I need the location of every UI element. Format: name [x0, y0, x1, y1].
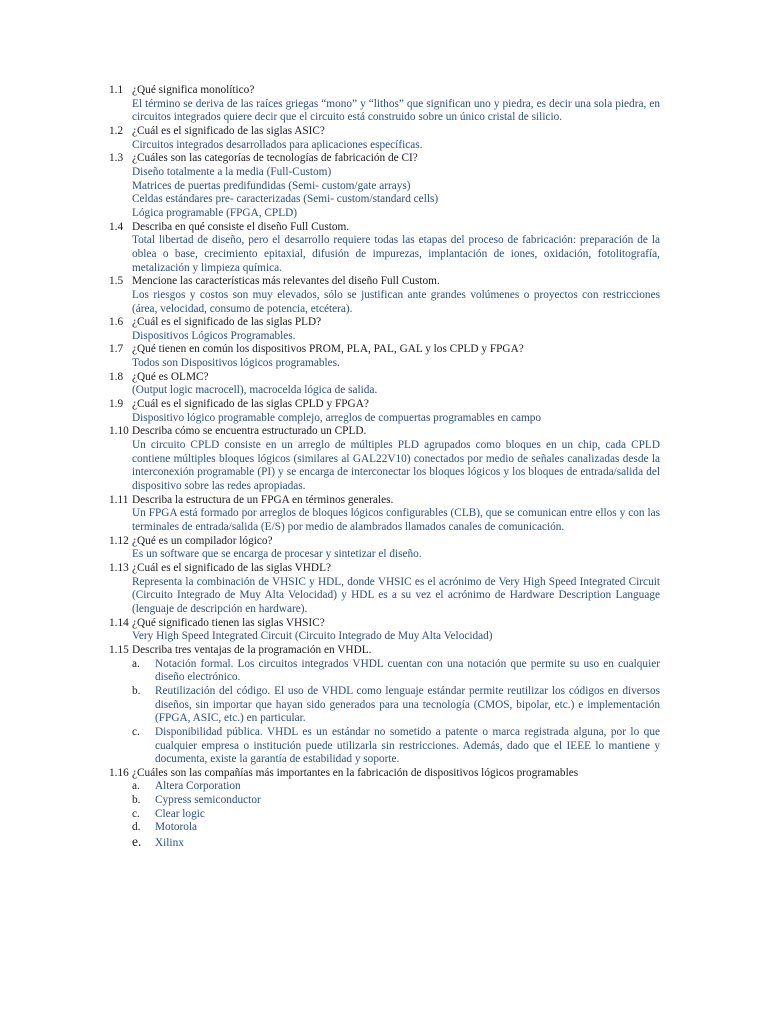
question-1-2: [109, 125, 660, 139]
question-text: ¿Cuáles son las compañías más importantes en la fabricación de dispositivos lógicos programables: [132, 766, 579, 779]
list-item: [132, 726, 660, 767]
question-1-9: [109, 398, 660, 412]
question-text: ¿Cuál es el significado de las siglas ASIC?: [132, 124, 325, 137]
question-number: 1.13: [109, 561, 129, 574]
answer-1-9: Dispositivo lógico programable complejo, arreglos de compuertas programables en campo: [132, 411, 542, 424]
answer-1-8: (Output logic macrocell), macrocelda lógica de salida.: [132, 384, 378, 397]
answer-1-3: [132, 166, 660, 221]
answer-1-14: Very High Speed Integrated Circuit (Circuito Integrado de Muy Alta Velocidad): [132, 630, 493, 643]
list-item: [132, 685, 660, 726]
question-1-16: [109, 767, 660, 781]
list-marker: d.: [132, 821, 141, 834]
question-1-13: [109, 562, 660, 576]
answer-1-11: Un FPGA está formado por arreglos de bloques lógicos configurables (CLB), que se comunican entre ellos y con las terminales de entrada/salida (E/S) por medio de alambrados llamados canales de comunicación.: [132, 507, 660, 533]
answer-1-13: Representa la combinación de VHSIC y HDL, donde VHSIC es el acrónimo de Very High Speed Integrated Circuit (Circuito Integrado de Muy Alta Velocidad) y HDL es a su vez el acrónimo de Hardware Description Language (lenguaje de descripción en hardware).: [132, 575, 660, 615]
question-text: ¿Qué es OLMC?: [132, 370, 209, 383]
list-item: [132, 794, 660, 808]
question-text: Describa tres ventajas de la programación en VHDL.: [132, 643, 372, 656]
list-item-text: Disponibilidad pública. VHDL es un estándar no sometido a patente o marca registrada alguna, por lo que cualquier empresa o institución puede utilizarla sin restricciones. Además, dado que el IEEE lo mantiene y documenta, existe la garantía de estabilidad y soporte.: [155, 725, 660, 766]
question-text: Describa cómo se encuentra estructurado un CPLD.: [132, 425, 367, 438]
question-text: Mencione las características más relevantes del diseño Full Custom.: [132, 275, 440, 288]
question-number: 1.11: [109, 493, 129, 506]
list-item-text: Reutilización del código. El uso de VHDL como lenguaje estándar permite reutilizar los códigos en diversos diseños, sin importar que hayan sido generados para una tecnología (CMOS, bipolar, etc.) e implementación (FPGA, ASIC, etc.) en particular.: [155, 684, 660, 725]
question-number: 1.6: [109, 316, 124, 329]
list-marker: a.: [132, 780, 140, 793]
answer-line: Diseño totalmente a la media (Full-Custom): [132, 165, 332, 178]
question-number: 1.8: [109, 370, 124, 383]
list-item-text: Cypress semiconductor: [155, 794, 261, 807]
question-number: 1.5: [109, 275, 124, 288]
question-text: ¿Qué tienen en común los dispositivos PROM, PLA, PAL, GAL y los CPLD y FPGA?: [132, 343, 524, 356]
list-marker: c.: [132, 807, 140, 820]
question-number: 1.3: [109, 152, 124, 165]
answer-1-5: Los riesgos y costos son muy elevados, sólo se justifican ante grandes volúmenes o proyectos con restricciones (área, velocidad, consumo de potencia, etcétera).: [132, 288, 660, 315]
answer-line: Matrices de puertas predifundidas (Semi- custom/gate arrays): [132, 179, 411, 192]
list-item: [132, 808, 660, 822]
question-text: ¿Qué significa monolítico?: [132, 84, 255, 96]
question-text: ¿Cuáles son las categorías de tecnologías de fabricación de CI?: [132, 152, 418, 165]
question-1-12: [109, 535, 660, 549]
list-item-text: Xilinx: [155, 837, 184, 850]
question-1-7: [109, 343, 660, 357]
answer-1-1: El término se deriva de las raíces griegas “mono” y “lithos” que significan uno y piedra, es decir una sola piedra, en circuitos integrados quiere decir que el circuito está construido sobre un único cristal de silicio.: [132, 97, 660, 124]
list-item-text: Motorola: [155, 821, 198, 834]
list-item: [132, 658, 660, 685]
question-1-1: [109, 84, 660, 98]
question-number: 1.16: [109, 766, 129, 779]
question-number: 1.2: [109, 124, 124, 137]
question-text: ¿Cuál es el significado de las siglas VHDL?: [132, 561, 332, 574]
list-marker: b.: [132, 684, 141, 697]
question-1-6: [109, 316, 660, 330]
question-number: 1.1: [109, 84, 124, 96]
question-text: Describa en qué consiste el diseño Full Custom.: [132, 220, 350, 233]
list-marker: e.: [132, 834, 142, 850]
list-marker: a.: [132, 657, 140, 670]
question-number: 1.10: [109, 425, 129, 438]
question-1-4: [109, 221, 660, 235]
question-text: ¿Qué significado tienen las siglas VHSIC?: [132, 616, 325, 629]
list-item-text: Clear logic: [155, 807, 205, 820]
answer-1-7: Todos son Dispositivos lógicos programables.: [132, 357, 340, 370]
answer-1-12: Es un software que se encarga de procesar y sintetizar el diseño.: [132, 548, 422, 561]
question-1-11: [109, 494, 660, 508]
question-number: 1.15: [109, 643, 129, 656]
question-1-14: [109, 617, 660, 631]
answer-1-4: Total libertad de diseño, pero el desarrollo requiere todas las etapas del proceso de fabricación: preparación de la oblea o base, crecimiento epitaxial, difusión de impurezas, implantación de iones, oxidación, fotolitografía, metalización y limpieza química.: [132, 234, 660, 274]
answer-line: Lógica programable (FPGA, CPLD): [132, 206, 298, 219]
list-item: [132, 835, 660, 851]
question-1-5: [109, 275, 660, 289]
question-text: ¿Qué es un compilador lógico?: [132, 534, 273, 547]
answer-1-2: Circuitos integrados desarrollados para aplicaciones específicas.: [132, 138, 423, 151]
list-marker: c.: [132, 725, 140, 738]
question-number: 1.14: [109, 616, 129, 629]
question-text: Describa la estructura de un FPGA en términos generales.: [132, 493, 394, 506]
list-item-text: Notación formal. Los circuitos integrados VHDL cuentan con una notación que permite su uso en cualquier diseño electrónico.: [155, 657, 660, 684]
question-number: 1.9: [109, 398, 124, 411]
question-text: ¿Cuál es el significado de las siglas CPLD y FPGA?: [132, 398, 369, 411]
question-1-10: [109, 425, 660, 439]
question-number: 1.4: [109, 220, 124, 233]
question-number: 1.7: [109, 343, 124, 356]
question-text: ¿Cuál es el significado de las siglas PLD?: [132, 316, 322, 329]
answer-1-6: Dispositivos Lógicos Programables.: [132, 329, 296, 342]
answer-line: Celdas estándares pre- caracterizadas (Semi- custom/standard cells): [132, 193, 439, 206]
list-item: [132, 780, 660, 794]
question-list: [109, 84, 660, 851]
list-marker: b.: [132, 794, 141, 807]
question-number: 1.12: [109, 534, 129, 547]
list-item: [132, 821, 660, 835]
question-1-8: [109, 371, 660, 385]
question-1-3: [109, 152, 660, 166]
list-item-text: Altera Corporation: [155, 780, 241, 793]
answer-1-10: Un circuito CPLD consiste en un arreglo de múltiples PLD agrupados como bloques en un chip, cada CPLD contiene múltiples bloques lógicos (similares al GAL22V10) conectados por medio de señales canalizadas desde la interconexión programable (PI) y se encarga de interconectar los bloques lógicos y los bloques de entrada/salida del dispositivo sobre las redes apropiadas.: [132, 439, 660, 493]
question-1-15: [109, 644, 660, 658]
